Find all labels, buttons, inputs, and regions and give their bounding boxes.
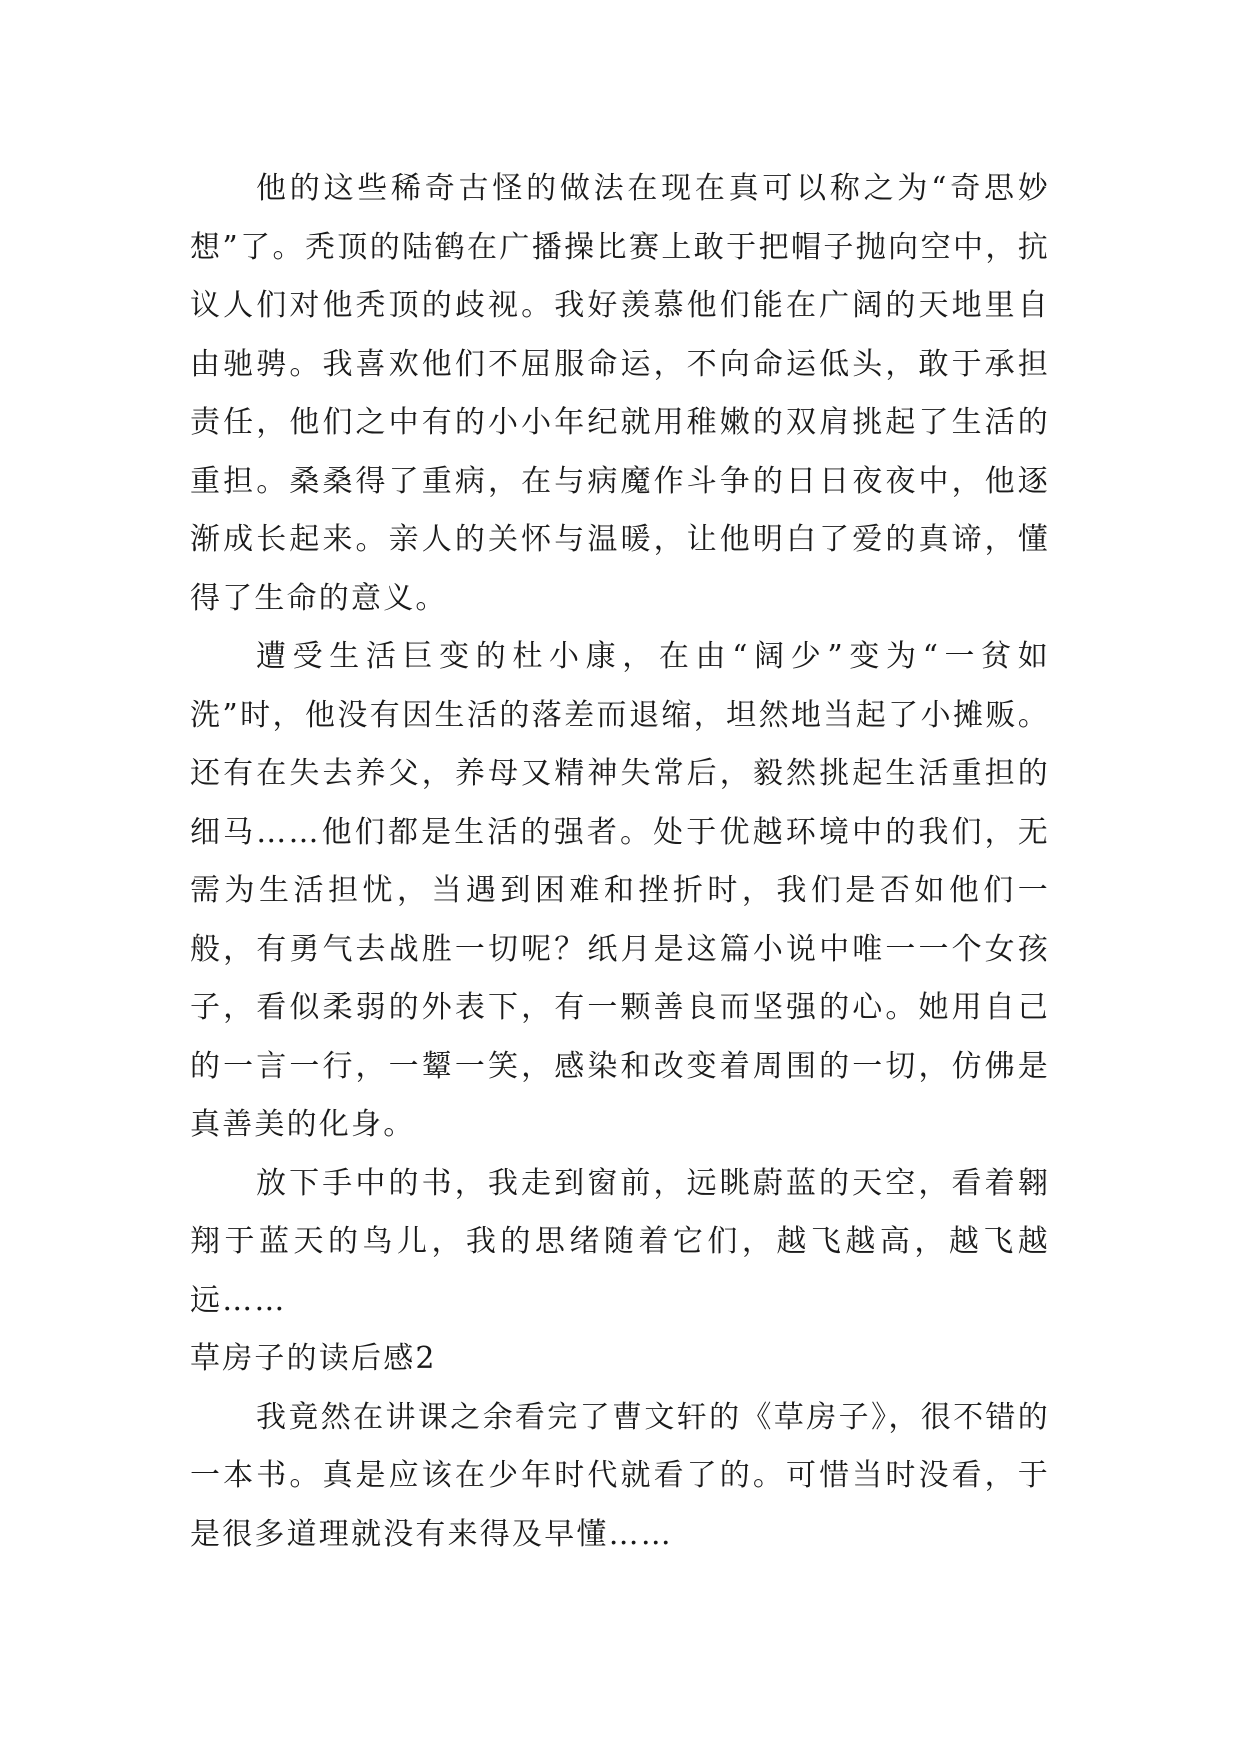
document-body bbox=[190, 160, 1050, 1564]
paragraph: 他的这些稀奇古怪的做法在现在真可以称之为“奇思妙想”了。秃顶的陆鹤在广播操比赛上敢于把帽子抛向空中，抗议人们对他秃顶的歧视。我好羡慕他们能在广阔的天地里自由驰骋。我喜欢他们不屈服命运，不向命运低头，敢于承担责任，他们之中有的小小年纪就用稚嫩的双肩挑起了生活的重担。桑桑得了重病，在与病魔作斗争的日日夜夜中，他逐渐成长起来。亲人的关怀与温暖，让他明白了爱的真谛，懂得了生命的意义。 bbox=[190, 171, 1050, 616]
paragraph: 遭受生活巨变的杜小康，在由“阔少”变为“一贫如洗”时，他没有因生活的落差而退缩，坦然地当起了小摊贩。还有在失去养父，养母又精神失常后，毅然挑起生活重担的细马……他们都是生活的强者。处于优越环境中的我们，无需为生活担忧，当遇到困难和挫折时，我们是否如他们一般，有勇气去战胜一切呢？纸月是这篇小说中唯一一个女孩子，看似柔弱的外表下，有一颗善良而坚强的心。她用自己的一言一行，一颦一笑，感染和改变着周围的一切，仿佛是真善美的化身。 bbox=[190, 639, 1050, 1142]
paragraph: 放下手中的书，我走到窗前，远眺蔚蓝的天空，看着翱翔于蓝天的鸟儿，我的思绪随着它们，越飞越高，越飞越远…… bbox=[190, 1165, 1050, 1318]
paragraph: 我竟然在讲课之余看完了曹文轩的《草房子》，很不错的一本书。真是应该在少年时代就看了的。可惜当时没看，于是很多道理就没有来得及早懂…… bbox=[190, 1399, 1050, 1552]
section-title: 草房子的读后感2 bbox=[190, 1341, 437, 1376]
